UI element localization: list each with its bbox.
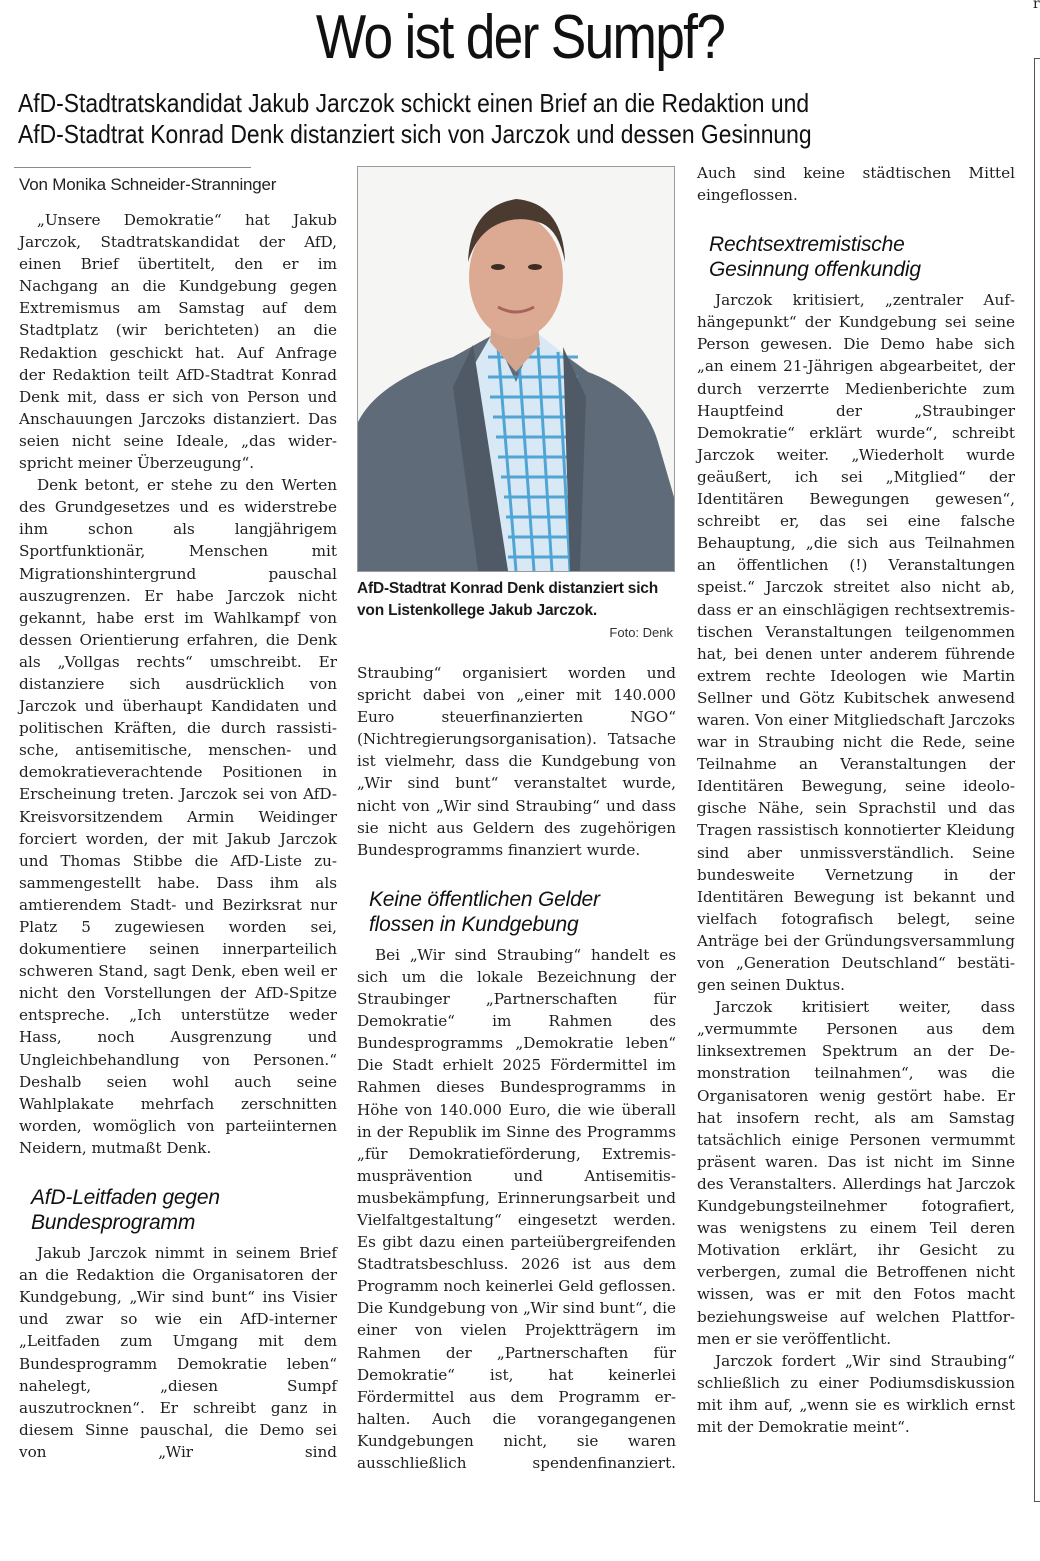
paragraph: Denk betont, er stehe zu den Werten des Grundgesetzes und es widerstrebe ihm schon als langjährigem Sportfunktionär, Menschen mit Migrationshintergrund pauschal auszugrenzen. Er habe Jarczok nicht gekannt, habe erst im Wahlkampf von dessen Orientierung erfahren, die Denk als „Vollgas rechts“ umschreibt. Er distanziere sich ausdrücklich von Jarczok und überhaupt Kandidaten und politischen Kräften, die durch rassistische, antisemitische, menschen- und demokratieverachtende Positionen in Erscheinung treten. Jarczok sei von AfD-Kreisvorsitzendem Armin Weidinger forciert worden, der mit Jakub Jarczok und Thomas Stibbe die AfD-Liste zusammengestellt habe. Dass ihm als amtierendem Stadt- und Bezirksrat nur Platz 5 zugewiesen worden sei, dokumentiere seinen innerparteilich schweren Stand, sagt Denk, eben weil er nicht den Vorstellungen der AfD-Spitze entspreche. „Ich unterstütze weder Hass, noch Ausgrenzung und Ungleichbehandlung von Personen.“ Deshalb seien wohl auch seine Wahlplakate mehrfach zerschnitten worden, womöglich von parteiinternen Neidern, mutmaßt Denk. [19,476,337,1157]
paragraph: „Unsere Demokratie“ hat Jakub Jarczok, Stadtratskandidat der AfD, einen Brief übertitelt, den er im Nachgang an die Kundgebung gegen Extremismus am Samstag auf dem Stadtplatz (wir berichteten) an die Redaktion geschickt hat. Auf Anfrage der Redaktion teilt AfD-Stadtrat Konrad Denk mit, dass er sich von Person und Anschauungen Jarczoks distanziert. Das seien nicht seine Ideale, „das widerspricht meiner Überzeugung“. [19,211,337,473]
byline: Von Monika Schneider-Stranninger [19,175,277,194]
subheadline-line: AfD-Stadtrat Konrad Denk distanziert sich von Jarczok und dessen Gesinnung [18,119,812,149]
paragraph: Jakub Jarczok nimmt in seinem Brief an die Redaktion die Organisatoren der Kundgebung, „Wir sind bunt“ ins Visier und zwar so wie ein AfD-interner „Leitfaden zum Umgang mit dem Bundesprogramm Demokratie leben“ nahelegt, „diesen Sumpf auszutrocknen“. Er schreibt ganz in diesem Sinne pauschal, die Demo sei von „Wir sind [19,1244,337,1461]
paragraph: Straubing“ organisiert worden und spricht dabei von „einer mit 140.000 Euro steuerfinanzierten NGO“ (Nichtregierungsorganisation). Tatsache ist vielmehr, dass die Kundgebung von „Wir sind bunt“ veranstaltet wurde, nicht von „Wir sind Straubing“ und dass sie nicht aus Geldern des zugehörigen Bundesprogramms finanziert wurde. [357,664,676,859]
paragraph: Bei „Wir sind Straubing“ handelt es sich um die lokale Bezeichnung der Straubinger „Partnerschaften für Demokratie“ im Rahmen des Bundesprogramms „Demokratie leben“ Die Stadt erhielt 2025 Fördermittel im Rahmen dieses Bundesprogramms in Höhe von 140.000 Euro, die wie überall in der Republik im Sinne des Programms „für Demokratieförderung, Extremismusprävention und Antisemitismusbekämpfung, Erinnerungsarbeit und Vielfaltgestaltung“ eingesetzt werden. Es gibt dazu einen parteiübergreifenden Stadtratsbeschluss. 2026 ist aus dem Programm noch keinerlei Geld geflossen. Die Kundgebung von „Wir sind bunt“, die einer von vielen Projektträgern im Rahmen der „Partnerschaften für Demokratie“ ist, hat keinerlei Fördermittel aus dem Programm erhalten. Auch die vorangegangenen Kundgebungen nicht, sie waren ausschließlich spendenfinanziert. [357,945,676,1472]
column-left [19,168,337,1463]
section-subheading: Rechtsextremistische Gesinnung offenkundig [709,233,921,282]
photo-credit: Foto: Denk [609,625,673,640]
paragraph: Auch sind keine städtischen Mittel eingeflossen. [697,164,1015,205]
paragraph: Jarczok kritisiert, „zentraler Aufhängepunkt“ der Kundgebung sei seine Person gewesen. Die Demo habe sich „an einem 21-Jährigen abgearbeitet, der durch verzerrte Medienberichte zum Hauptfeind der „Straubinger Demokratie“ erklärt wurde“, schreibt Jarczok weiter. „Wiederholt wurde geäußert, ich sei „Mitglied“ der Identitären Bewegungen gewesen“, schreibt er, das sei eine falsche Behauptung, „die sich aus Teilnahmen an öffentlichen (!) Veranstaltungen speist.“ Jarczok streitet also nicht ab, dass er an einschlägigen rechtsextremistischen Veranstaltungen teilgenommen hat, bei denen unter anderem führende extrem rechte Ideologen wie Martin Sellner und Götz Kubitschek anwesend waren. Von einer Mitgliedschaft Jarczoks war in Straubing nicht die Rede, seine Teilnahme an Veranstaltungen der Identitären Bewegung, seine ideologische Nähe, sein Sprachstil und das Tragen rassistisch konnotierter Kleidung sind aber unmissverständlich. Seine bundesweite Vernetzung in der Identitären Bewegung ist bekannt und vielfach fotografisch belegt, seine Anträge bei der Gründungsversammlung von „Generation Deutschland“ bestätigen seinen Duktus. [697,291,1015,995]
subheadline [18,88,907,150]
column-right [697,162,1015,1438]
adjacent-article-border [1034,58,1040,1502]
paragraph: Jarczok fordert „Wir sind Straubing“ schließlich zu einer Podiumsdiskussion mit ihm auf, „wenn sie es wirklich ernst mit der Demokratie meint“. [697,1351,1015,1436]
photo-caption: AfD-Stadtrat Konrad Denk distanziert sich von Listenkollege Jakub Jarczok. [357,580,658,619]
section-subheading: AfD-Leitfaden gegen Bundesprogramm [31,1186,220,1235]
subheadline-line: AfD-Stadtratskandidat Jakub Jarczok schickt einen Brief an die Redaktion und [18,88,810,118]
portrait-image [358,167,674,571]
article-photo [357,166,675,572]
section-subheading: Keine öffentlichen Gelder flossen in Kundgebung [369,887,600,936]
column-middle [357,662,676,1474]
headline: Wo ist der Sumpf? [315,3,725,72]
paragraph: Jarczok kritisiert weiter, dass „vermummte Personen aus dem linksextremen Spektrum an der Demonstration teilnahmen“, was die Organisatoren wenig gestört habe. Er hat insofern recht, als am Samstag tatsächlich einige Personen vermummt präsent waren. Das ist nicht im Sinne des Veranstalters. Allerdings hat Jarczok Kundgebungsteilnehmer fotografiert, was wenigstens zu einem Teil deren Motivation erklärt, ihr Gesicht zu verbergen, zumal die Betroffenen nicht wissen, was er mit den Fotos macht beziehungsweise auf welchen Plattformen er sie veröffentlicht. [697,998,1015,1348]
adjacent-page-fragment: r [1033,0,1040,12]
